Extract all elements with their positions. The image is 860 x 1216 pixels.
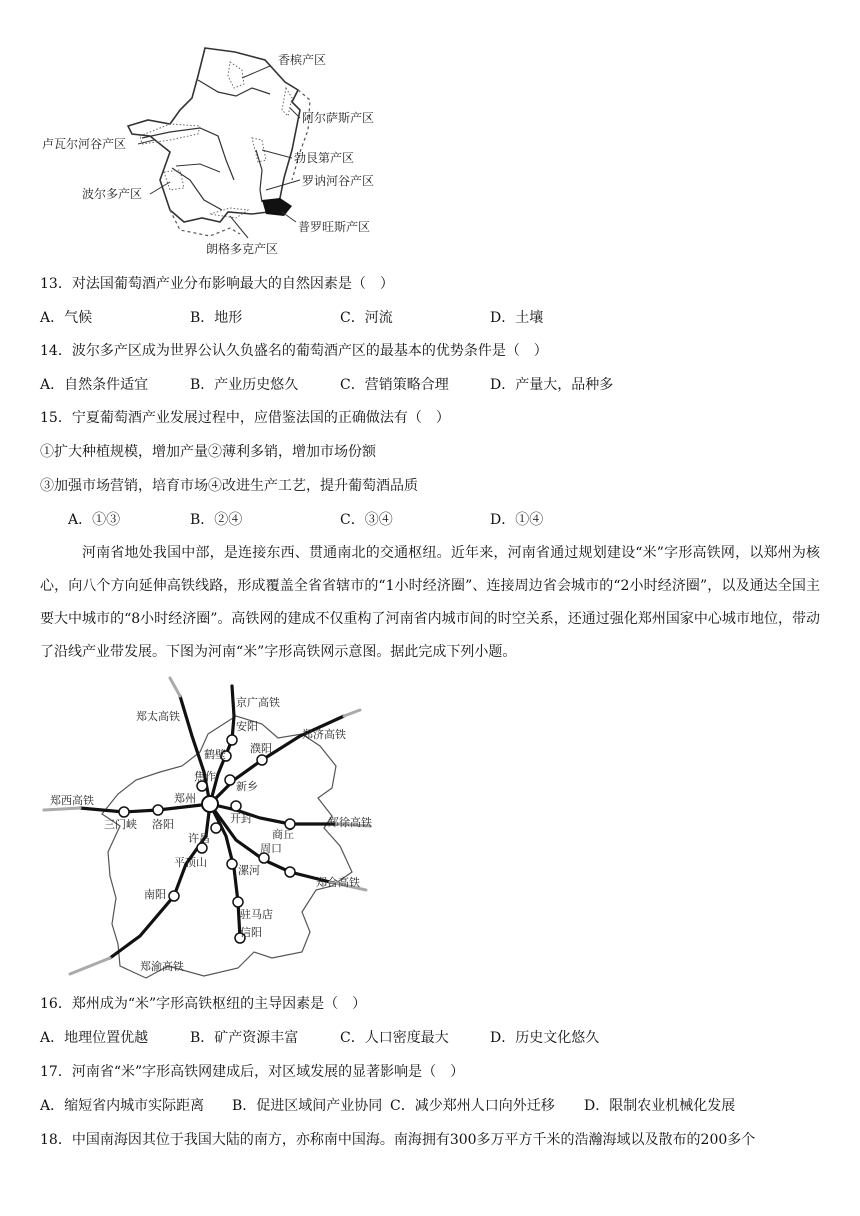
q15-option-a[interactable]: A．①③ (68, 512, 121, 528)
region-champagne (228, 62, 244, 88)
q15-option-d[interactable]: D．①④ (490, 512, 544, 528)
q17-option-a[interactable]: A．缩短省内城市实际距离 (40, 1098, 205, 1114)
station-anyang (227, 735, 237, 745)
q13-stem: 13．对法国葡萄酒产业分布影响最大的自然因素是（ ） (40, 276, 394, 292)
label-zhumadian: 驻马店 (240, 908, 273, 921)
label-jinggang: 京广高铁 (236, 696, 280, 709)
label-pingdingshan: 平顶山 (174, 856, 207, 869)
label-zhengtai: 郑太高铁 (136, 710, 180, 723)
q16-stem: 16．郑州成为“米”字形高铁枢纽的主导因素是（ ） (40, 996, 367, 1012)
station-kaifeng (231, 801, 241, 811)
label-zhengxu: 郑徐高铁 (328, 816, 372, 829)
q13-option-b[interactable]: B．地形 (190, 310, 243, 326)
label-jiaozuo: 焦作 (194, 770, 216, 783)
passage-henan: 河南省地处我国中部，是连接东西、贯通南北的交通枢纽。近年来，河南省通过规划建设“米”字形高铁网，以郑州为核心，向八个方向延伸高铁线路，形成覆盖全省省辖市的“1小时经济圈”、连接周边省会城市的“2小时经济圈”，以及通达全国主要大中城市的“8小时经济圈”。高铁网的建成不仅重构了河南省内城市间的时空关系，还通过强化郑州国家中心城市地位，带动了沿线产业带发展。下图为河南“米”字形高铁网示意图。据此完成下列小题。 (40, 545, 820, 660)
q16-option-b[interactable]: B．矿产资源丰富 (190, 1030, 299, 1046)
label-luohe: 漯河 (238, 864, 260, 877)
label-alsace: 阿尔萨斯产区 (302, 111, 375, 125)
label-kaifeng: 开封 (230, 812, 252, 825)
rail-zhengxu (210, 804, 336, 824)
station-zhumadian (233, 897, 243, 907)
q14-option-c[interactable]: C．营销策略合理 (340, 377, 449, 393)
q14-option-d[interactable]: D．产量大，品种多 (490, 377, 614, 393)
q13-option-d[interactable]: D．土壤 (490, 310, 544, 326)
q17-option-b[interactable]: B．促进区域间产业协同 (232, 1098, 383, 1114)
label-zhengxi: 郑西高铁 (50, 794, 94, 807)
label-xinyang: 信阳 (240, 926, 262, 939)
label-champagne: 香槟产区 (278, 53, 327, 67)
label-zhengyu: 郑渝高铁 (140, 960, 184, 973)
q16-option-c[interactable]: C．人口密度最大 (340, 1030, 449, 1046)
station-luoyang (153, 805, 163, 815)
q17-stem: 17．河南省“米”字形高铁网建成后，对区域发展的显著影响是（ ） (40, 1064, 465, 1080)
label-burgundy: 勃艮第产区 (294, 151, 355, 165)
station-zhengzhou (202, 796, 218, 812)
label-puyang: 濮阳 (250, 742, 272, 755)
label-hebi: 鹤壁 (204, 748, 226, 761)
region-bordeaux (164, 170, 184, 190)
q17-option-d[interactable]: D．限制农业机械化发展 (584, 1098, 736, 1114)
q14-option-a[interactable]: A．自然条件适宜 (40, 377, 149, 393)
france-wine-map (30, 40, 390, 260)
station-sanmenxia (119, 807, 129, 817)
label-anyang: 安阳 (236, 720, 258, 733)
station-luohe (227, 859, 237, 869)
label-zhengzhou: 郑州 (174, 792, 196, 805)
q15-stem: 15．宁夏葡萄酒产业发展过程中，应借鉴法国的正确做法有（ ） (40, 410, 450, 426)
label-zhengji: 郑济高铁 (302, 728, 346, 741)
label-loire: 卢瓦尔河谷产区 (42, 137, 127, 151)
q18-stem: 18．中国南海因其位于我国大陆的南方，亦称南中国海。南海拥有300多万平方千米的浩瀚海域以及散布的200多个 (40, 1132, 756, 1148)
label-luoyang: 洛阳 (152, 818, 174, 831)
q14-option-b[interactable]: B．产业历史悠久 (190, 377, 299, 393)
q13-option-c[interactable]: C．河流 (340, 310, 393, 326)
label-languedoc: 朗格多克产区 (206, 242, 279, 256)
q13-option-a[interactable]: A．气候 (40, 310, 93, 326)
rail-zhengxi (80, 804, 210, 812)
label-provence: 普罗旺斯产区 (298, 220, 371, 234)
label-zhenghe: 郑合高铁 (316, 876, 360, 889)
q15-option-b[interactable]: B．②④ (190, 512, 243, 528)
q15-statement-2: ③加强市场营销，培育市场④改进生产工艺，提升葡萄酒品质 (40, 478, 418, 494)
station-xuchang (211, 823, 221, 833)
label-nanyang: 南阳 (144, 888, 166, 901)
q15-statement-1: ①扩大种植规模，增加产量②薄利多销，增加市场份额 (40, 444, 376, 460)
label-bordeaux: 波尔多产区 (82, 187, 143, 201)
label-xuchang: 许昌 (188, 832, 210, 845)
station-nanyang (169, 891, 179, 901)
label-rhone: 罗讷河谷产区 (302, 174, 375, 188)
region-alsace (282, 88, 292, 116)
station-puyang (257, 755, 267, 765)
q14-stem: 14．波尔多产区成为世界公认久负盛名的葡萄酒产区的最基本的优势条件是（ ） (40, 343, 548, 359)
station-xinxiang (225, 775, 235, 785)
station-zhenghe-end (285, 867, 295, 877)
region-provence (262, 198, 292, 216)
q17-option-c[interactable]: C．减少郑州人口向外迁移 (390, 1098, 555, 1114)
label-shangqiu: 商丘 (272, 828, 294, 841)
label-xinxiang: 新乡 (236, 780, 258, 793)
henan-rail-map (40, 676, 380, 986)
river-dordogne (176, 164, 220, 172)
label-sanmenxia: 三门峡 (104, 818, 137, 831)
q16-option-a[interactable]: A．地理位置优越 (40, 1030, 149, 1046)
q16-option-d[interactable]: D．历史文化悠久 (490, 1030, 600, 1046)
q15-option-c[interactable]: C．③④ (340, 512, 393, 528)
border-dashed (170, 210, 240, 236)
label-zhoukou: 周口 (260, 842, 282, 855)
